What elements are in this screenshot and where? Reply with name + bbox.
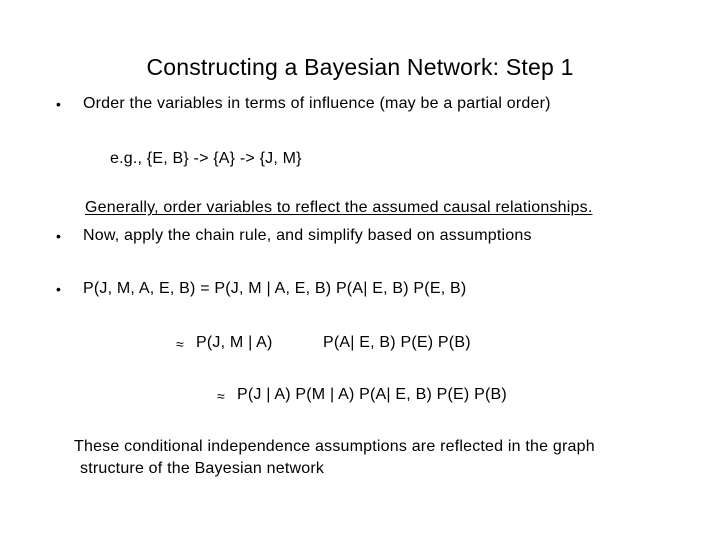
bullet-chain-rule: Now, apply the chain rule, and simplify based on assumptions [83,227,532,244]
approx-symbol: ≈ [217,388,225,404]
conclusion-line-2: structure of the Bayesian network [80,460,325,477]
bullet-marker: • [56,96,61,112]
example-ordering: e.g., {E, B} -> {A} -> {J, M} [110,150,302,167]
slide-title: Constructing a Bayesian Network: Step 1 [146,54,574,80]
approx-step-left: P(J, M | A) [196,334,273,351]
bullet-marker: • [56,281,61,297]
bullet-order-variables: Order the variables in terms of influence (may be a partial order) [83,95,551,112]
approx-symbol: ≈ [176,336,184,352]
approx-step-right: P(A| E, B) P(E) P(B) [323,334,471,351]
causal-ordering-note: Generally, order variables to reflect the assumed causal relationships. [85,199,593,216]
approx-step-factored: P(J | A) P(M | A) P(A| E, B) P(E) P(B) [237,386,507,403]
bullet-marker: • [56,228,61,244]
conclusion-line-1: These conditional independence assumptions are reflected in the graph [74,438,595,455]
bullet-chain-rule-expansion: P(J, M, A, E, B) = P(J, M | A, E, B) P(A| E, B) P(E, B) [83,280,467,297]
